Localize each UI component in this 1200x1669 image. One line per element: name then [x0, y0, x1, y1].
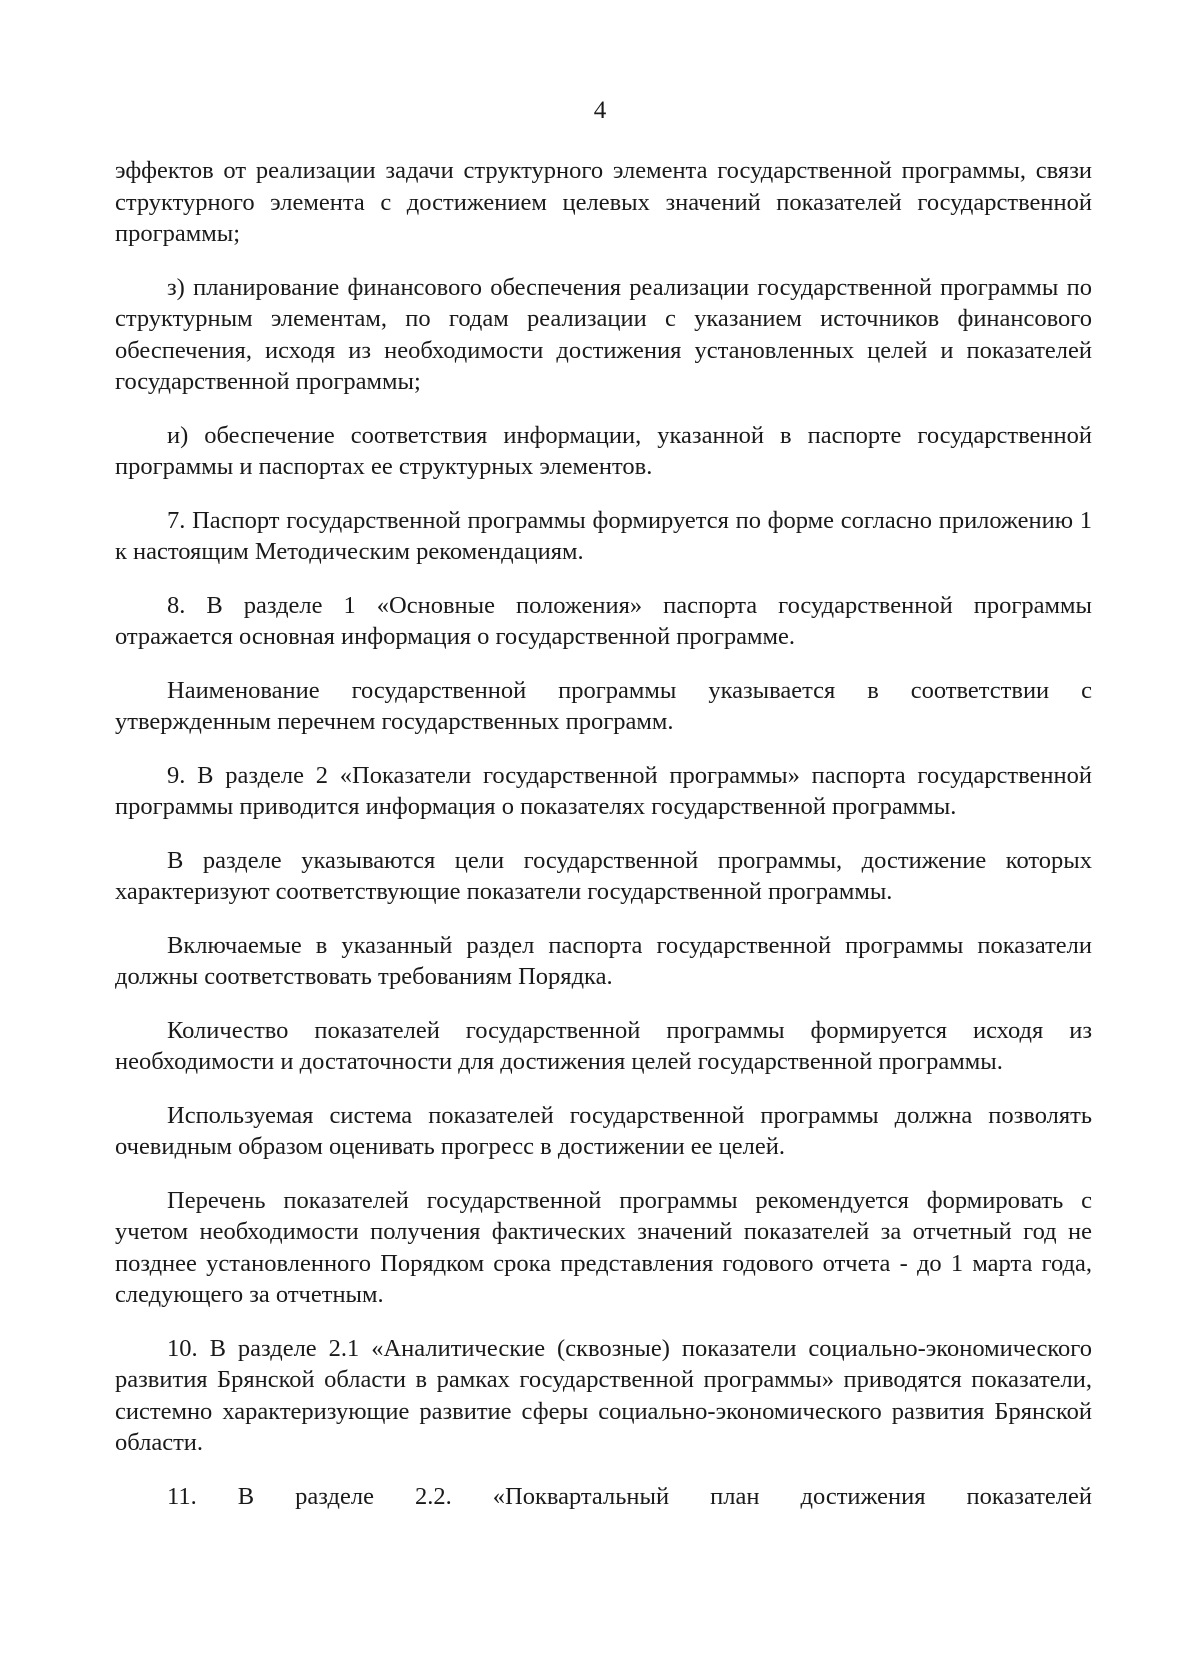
paragraph-goals: В разделе указываются цели государственной программы, достижение которых характеризуют соответствующие показатели государственной программы.	[115, 846, 1092, 905]
document-body	[115, 155, 1092, 1512]
page-number: 4	[593, 97, 607, 124]
paragraph-clause-10: 10. В разделе 2.1 «Аналитические (сквозные) показатели социально-экономического развития Брянской области в рамках государственной программы» приводятся показатели, системно характеризующие развитие сферы социально-экономического развития Брянской области.	[115, 1334, 1092, 1456]
paragraph-clause-7: 7. Паспорт государственной программы формируется по форме согласно приложению 1 к настоящим Методическим рекомендациям.	[115, 506, 1092, 565]
paragraph-clause-9: 9. В разделе 2 «Показатели государственной программы» паспорта государственной программы приводится информация о показателях государственной программы.	[115, 761, 1092, 820]
paragraph-clause-11: 11. В разделе 2.2. «Поквартальный план достижения показателей	[167, 1482, 1092, 1510]
paragraph-clause-8: 8. В разделе 1 «Основные положения» паспорта государственной программы отражается основная информация о государственной программе.	[115, 591, 1092, 650]
paragraph-program-name: Наименование государственной программы указывается в соответствии с утвержденным перечнем государственных программ.	[115, 676, 1092, 735]
paragraph-indicators-count: Количество показателей государственной программы формируется исходя из необходимости и достаточности для достижения целей государственной программы.	[115, 1016, 1092, 1075]
paragraph-indicators-system: Используемая система показателей государственной программы должна позволять очевидным образом оценивать прогресс в достижении ее целей.	[115, 1101, 1092, 1160]
paragraph-item-i: и) обеспечение соответствия информации, указанной в паспорте государственной программы и паспортах ее структурных элементов.	[115, 421, 1092, 480]
paragraph-indicators-requirements: Включаемые в указанный раздел паспорта государственной программы показатели должны соответствовать требованиям Порядка.	[115, 931, 1092, 990]
paragraph-item-z: з) планирование финансового обеспечения реализации государственной программы по структурным элементам, по годам реализации с указанием источников финансового обеспечения, исходя из необходимости достижения установленных целей и показателей государственной программы;	[115, 273, 1092, 395]
paragraph-indicators-list: Перечень показателей государственной программы рекомендуется формировать с учетом необходимости получения фактических значений показателей за отчетный год не позднее установленного Порядком срока представления годового отчета - до 1 марта года, следующего за отчетным.	[115, 1186, 1092, 1308]
paragraph-continuation: эффектов от реализации задачи структурного элемента государственной программы, связи структурного элемента с достижением целевых значений показателей государственной программы;	[115, 157, 1092, 247]
